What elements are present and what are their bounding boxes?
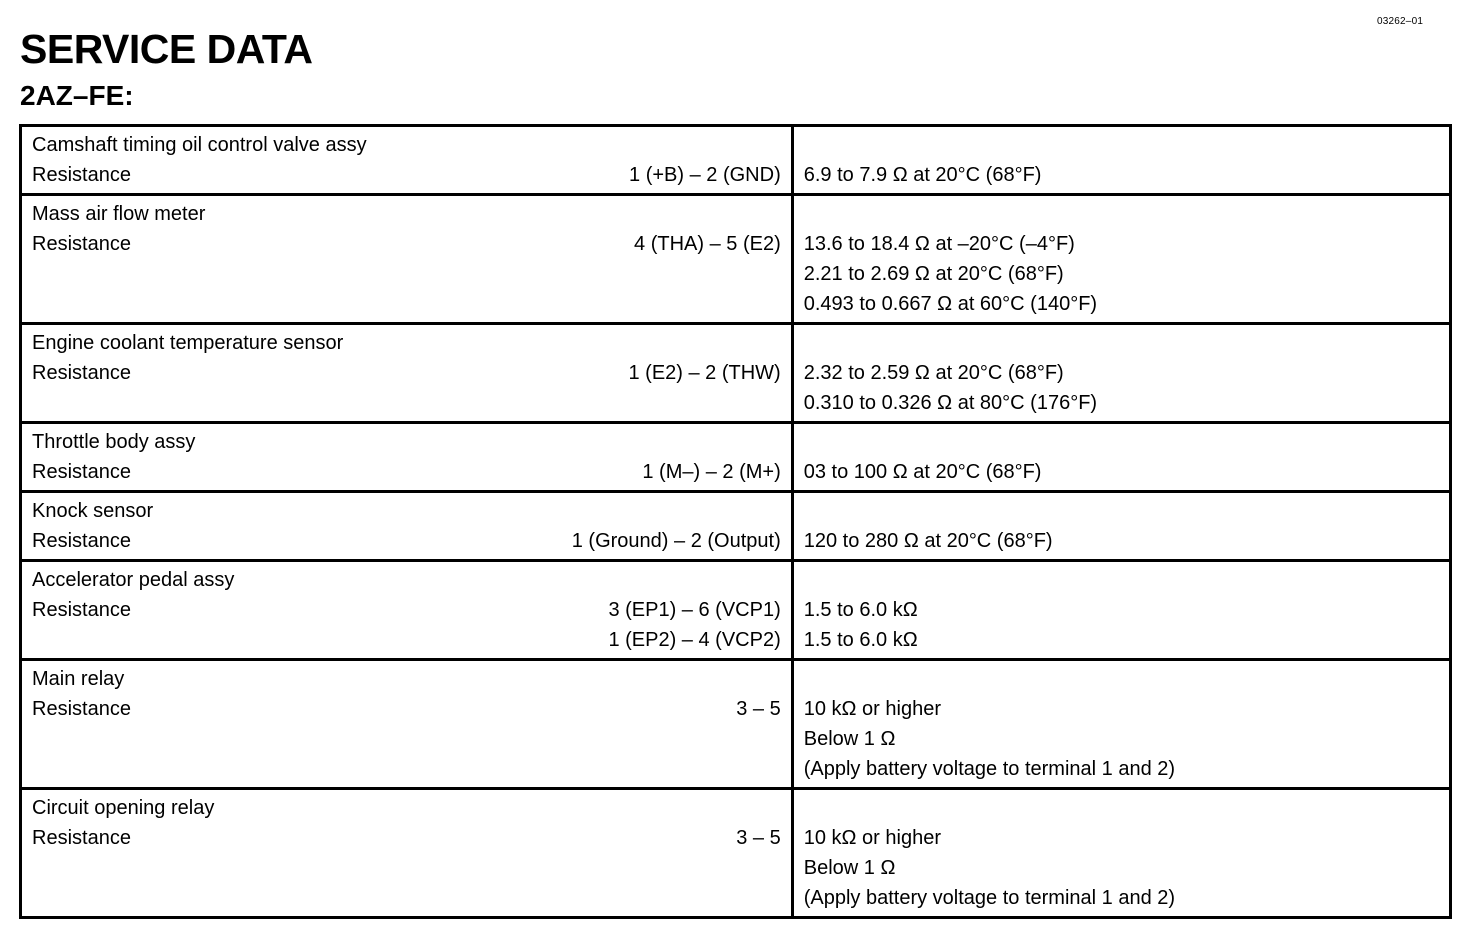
spec-row bbox=[21, 195, 1451, 324]
specification-value: 0.310 to 0.326 Ω at 80°C (176°F) bbox=[803, 392, 1098, 414]
specification-value: 0.493 to 0.667 Ω at 60°C (140°F) bbox=[803, 293, 1098, 315]
terminal-pair: 3 (EP1) – 6 (VCP1) bbox=[608, 599, 781, 621]
specification-cell bbox=[792, 195, 1450, 324]
specification-value: 03 to 100 Ω at 20°C (68°F) bbox=[803, 461, 1042, 483]
specification-cell bbox=[792, 126, 1450, 195]
specification-value: 10 kΩ or higher bbox=[803, 698, 941, 720]
service-data-table bbox=[19, 124, 1452, 919]
measurement-label: Resistance bbox=[32, 233, 131, 255]
specification-value: 1.5 to 6.0 kΩ bbox=[803, 599, 918, 621]
terminal-pair: 3 – 5 bbox=[736, 827, 781, 849]
specification-value: 2.21 to 2.69 Ω at 20°C (68°F) bbox=[803, 263, 1064, 285]
specification-value: Below 1 Ω bbox=[803, 728, 896, 750]
specification-value: (Apply battery voltage to terminal 1 and 2) bbox=[803, 887, 1176, 909]
spec-row bbox=[21, 126, 1451, 195]
spec-row bbox=[21, 660, 1451, 789]
measurement-label: Resistance bbox=[32, 827, 131, 849]
spec-row bbox=[21, 423, 1451, 492]
component-cell bbox=[21, 789, 793, 918]
component-cell bbox=[21, 660, 793, 789]
measurement-label: Resistance bbox=[32, 530, 131, 552]
terminal-pair: 1 (+B) – 2 (GND) bbox=[629, 164, 781, 186]
terminal-pair: 1 (M–) – 2 (M+) bbox=[642, 461, 781, 483]
specification-value: 2.32 to 2.59 Ω at 20°C (68°F) bbox=[803, 362, 1064, 384]
specification-value: Below 1 Ω bbox=[803, 857, 896, 879]
measurement-label: Resistance bbox=[32, 698, 131, 720]
component-name: Main relay bbox=[32, 668, 125, 690]
component-name: Accelerator pedal assy bbox=[32, 569, 235, 591]
component-name: Camshaft timing oil control valve assy bbox=[32, 134, 367, 156]
engine-model-heading: 2AZ–FE: bbox=[20, 80, 134, 111]
specification-value: 1.5 to 6.0 kΩ bbox=[803, 629, 918, 651]
spec-row bbox=[21, 561, 1451, 660]
specification-cell bbox=[792, 789, 1450, 918]
component-name: Knock sensor bbox=[32, 500, 154, 522]
spec-row bbox=[21, 492, 1451, 561]
component-name: Mass air flow meter bbox=[32, 203, 206, 225]
specification-cell bbox=[792, 492, 1450, 561]
document-code: 03262–01 bbox=[1377, 16, 1424, 27]
component-cell bbox=[21, 423, 793, 492]
component-cell bbox=[21, 492, 793, 561]
component-name: Engine coolant temperature sensor bbox=[32, 332, 344, 354]
component-cell bbox=[21, 561, 793, 660]
measurement-label: Resistance bbox=[32, 362, 131, 384]
measurement-label: Resistance bbox=[32, 164, 131, 186]
specification-cell bbox=[792, 561, 1450, 660]
terminal-pair: 3 – 5 bbox=[736, 698, 781, 720]
component-cell bbox=[21, 324, 793, 423]
component-cell bbox=[21, 126, 793, 195]
measurement-label: Resistance bbox=[32, 461, 131, 483]
spec-row bbox=[21, 324, 1451, 423]
specification-value: 13.6 to 18.4 Ω at –20°C (–4°F) bbox=[803, 233, 1075, 255]
specification-cell bbox=[792, 324, 1450, 423]
specification-cell bbox=[792, 660, 1450, 789]
specification-value: (Apply battery voltage to terminal 1 and 2) bbox=[803, 758, 1176, 780]
component-name: Throttle body assy bbox=[32, 431, 196, 453]
service-data-table-body bbox=[21, 126, 1451, 918]
measurement-label: Resistance bbox=[32, 599, 131, 621]
specification-cell bbox=[792, 423, 1450, 492]
page-title: SERVICE DATA bbox=[20, 26, 313, 72]
terminal-pair: 1 (E2) – 2 (THW) bbox=[628, 362, 781, 384]
component-name: Circuit opening relay bbox=[32, 797, 215, 819]
specification-value: 120 to 280 Ω at 20°C (68°F) bbox=[803, 530, 1053, 552]
terminal-pair: 1 (EP2) – 4 (VCP2) bbox=[608, 629, 781, 651]
specification-value: 10 kΩ or higher bbox=[803, 827, 941, 849]
terminal-pair: 4 (THA) – 5 (E2) bbox=[634, 233, 781, 255]
specification-value: 6.9 to 7.9 Ω at 20°C (68°F) bbox=[803, 164, 1042, 186]
component-cell bbox=[21, 195, 793, 324]
terminal-pair: 1 (Ground) – 2 (Output) bbox=[571, 530, 781, 552]
spec-row bbox=[21, 789, 1451, 918]
